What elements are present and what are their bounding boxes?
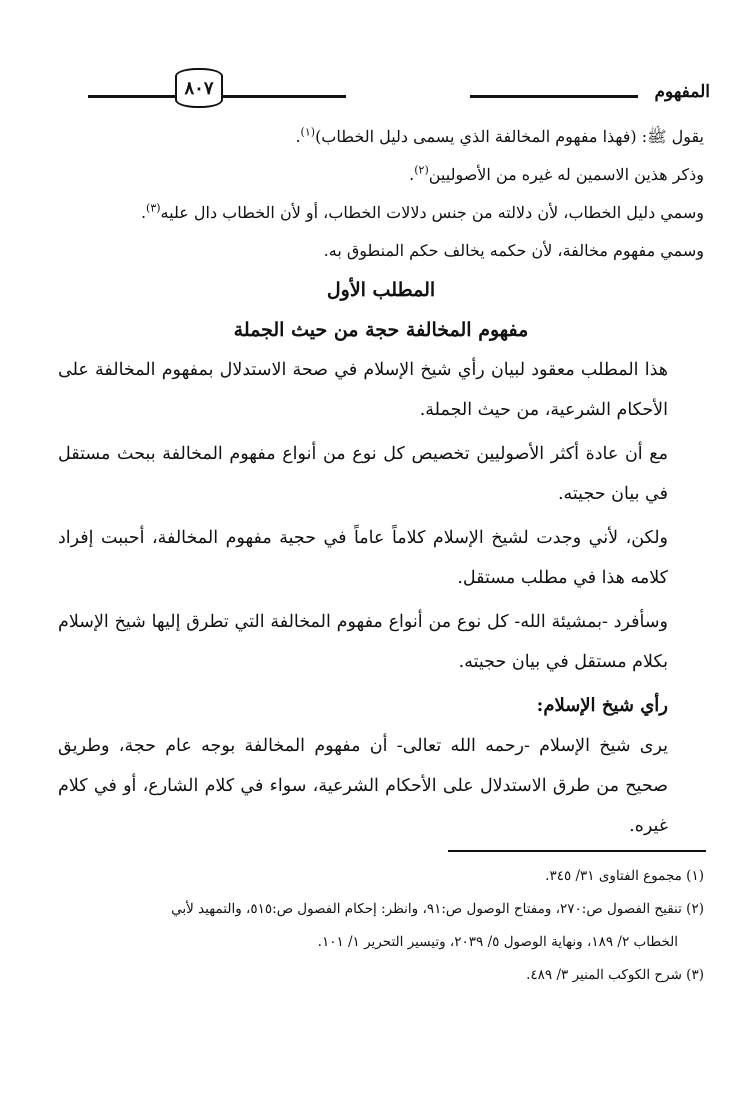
paragraph-9: يرى شيخ الإسلام -رحمه الله تعالى- أن مفهوم المخالفة بوجه عام حجة، وطريق صحيح من طرق الاستدلال على الأحكام الشرعية، سواء في كلام الشارع، أو في كلام غيره. (58, 736, 668, 836)
footnote-ref-2[interactable]: (٢) (414, 163, 429, 177)
header-rule-right (470, 95, 638, 98)
page-number-badge: ٨٠٧ (175, 68, 223, 108)
section-heading: المطلب الأول (326, 279, 436, 301)
running-title: المفهوم (654, 82, 710, 102)
page-header (60, 68, 710, 114)
footnote-2: (٢) تنقيح الفصول ص:٢٧٠، ومفتاح الوصول ص:٩١، وانظر: إحكام الفصول ص:٥١٥، والتمهيد لأبي (171, 901, 704, 917)
paragraph-4: وسمي مفهوم مخالفة، لأن حكمه يخالف حكم المنطوق به. (323, 241, 704, 260)
footnote-separator (448, 850, 706, 852)
main-text (58, 118, 704, 846)
paragraph-2: وذكر هذين الاسمين له غيره من الأصوليين$^{(٢)}$. (409, 163, 704, 184)
footnotes (58, 860, 704, 992)
opinion-heading: رأي شيخ الإسلام: (536, 695, 668, 716)
section-subtitle: مفهوم المخالفة حجة من حيث الجملة (233, 319, 529, 341)
footnote-ref-1[interactable]: (١) (300, 125, 316, 139)
paragraph-5: هذا المطلب معقود لبيان رأي شيخ الإسلام في صحة الاستدلال بمفهوم المخالفة على الأحكام الشرعية، من حيث الجملة. (58, 360, 668, 420)
paragraph-7: ولكن، لأني وجدت لشيخ الإسلام كلاماً عاماً في حجية مفهوم المخالفة، أحببت إفراد كلامه هذا في مطلب مستقل. (58, 528, 668, 588)
paragraph-1: يقول ﷺ: (فهذا مفهوم المخالفة الذي يسمى دليل الخطاب)$^{(١)}$. (295, 125, 704, 146)
footnote-2-continued: الخطاب ٢/ ١٨٩، ونهاية الوصول ٥/ ٢٠٣٩، وتيسير التحرير ١/ ١٠١. (317, 934, 678, 950)
footnote-1: (١) مجموع الفتاوى ٣١/ ٣٤٥. (545, 868, 704, 884)
paragraph-3: وسمي دليل الخطاب، لأن دلالته من جنس دلالات الخطاب، أو لأن الخطاب دال عليه$^{(٣)}$. (140, 201, 704, 222)
paragraph-8: وسأفرد -بمشيئة الله- كل نوع من أنواع مفهوم المخالفة التي تطرق إليها شيخ الإسلام بكلام مستقل في بيان حجيته. (58, 612, 668, 672)
footnote-3: (٣) شرح الكوكب المنير ٣/ ٤٨٩. (526, 967, 704, 983)
paragraph-6: مع أن عادة أكثر الأصوليين تخصيص كل نوع من أنواع مفهوم المخالفة ببحث مستقل في بيان حجيته. (58, 444, 668, 504)
footnote-ref-3[interactable]: (٣) (146, 201, 161, 215)
